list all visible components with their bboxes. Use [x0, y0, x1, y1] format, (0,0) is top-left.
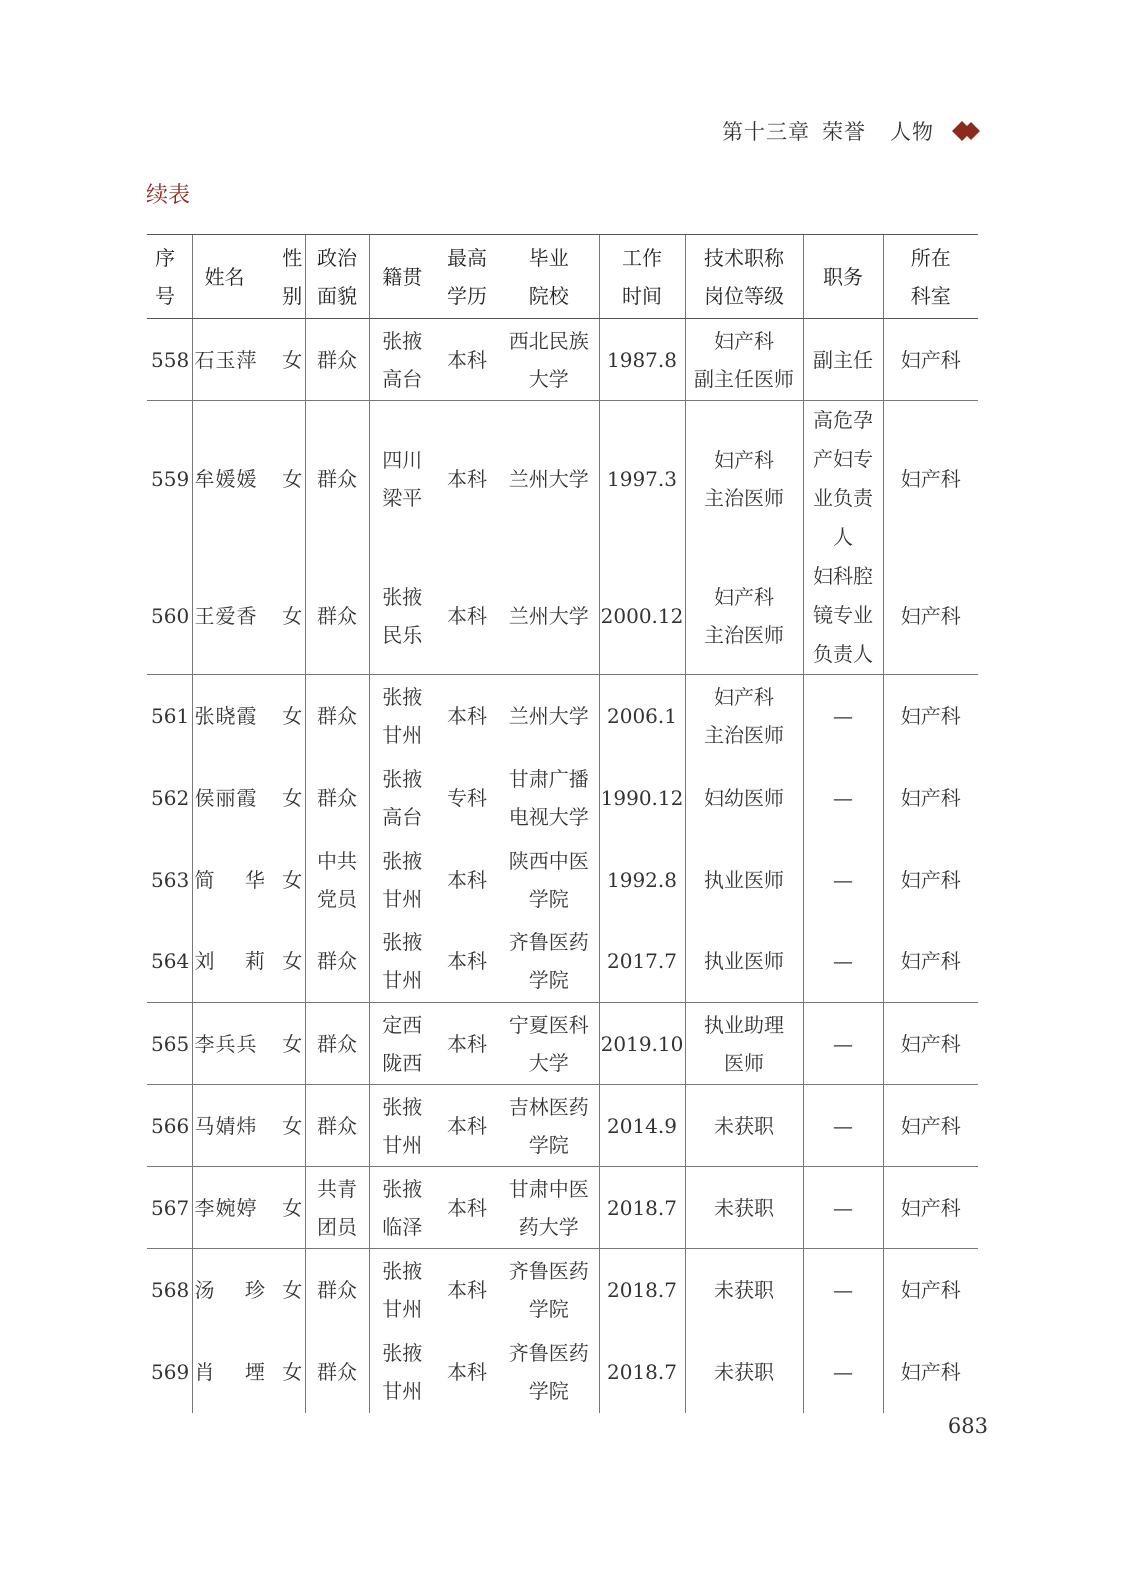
- cell-dept: 妇产科: [883, 1167, 978, 1249]
- cell-work: 2018.7: [599, 1331, 685, 1413]
- cell-edu: 本科: [447, 603, 487, 628]
- cell-line: 高台: [382, 366, 423, 391]
- cell-line: 大学: [528, 366, 569, 391]
- cell-line: 兰州大学: [508, 467, 589, 491]
- cell-line: 业负责: [813, 486, 873, 510]
- cell-duty: [803, 1167, 883, 1249]
- cell-name: 侯丽霞: [192, 757, 280, 839]
- cell-line: 四川: [382, 448, 423, 472]
- cell-name: 石玉萍: [192, 319, 280, 401]
- cell-line: 群众: [317, 603, 357, 628]
- page-number: 683: [947, 1414, 988, 1438]
- table-row: [147, 757, 978, 839]
- cell-line: 电视大学: [508, 804, 589, 829]
- cell-line: 张掖: [382, 584, 423, 609]
- cell-work: 2018.7: [599, 1249, 685, 1331]
- cell-line: 镜专业: [813, 603, 873, 627]
- cell-line: 高台: [382, 804, 423, 829]
- cell-gender: 女: [280, 1167, 305, 1249]
- cell-origin: [369, 839, 435, 921]
- cell-politics: [305, 401, 369, 558]
- cell-name: 马婧炜: [192, 1085, 280, 1167]
- cell-line: 执业医师: [704, 867, 784, 892]
- cell-line: —: [833, 949, 853, 974]
- cell-duty: [803, 921, 883, 1003]
- cell-line: 甘肃中医: [508, 1176, 589, 1201]
- cell-school: [499, 557, 599, 675]
- cell-gender: 女: [282, 603, 303, 628]
- cell-line: 负责人: [813, 642, 873, 666]
- cell-school: [499, 921, 599, 1003]
- cell-work: 2006.1: [599, 675, 685, 757]
- cell-line: 技术职称: [704, 245, 784, 270]
- cell-politics: [305, 1085, 369, 1167]
- cell-line: 民乐: [382, 622, 423, 647]
- cell-duty: [803, 1085, 883, 1167]
- cell-duty: [803, 675, 883, 757]
- cell-line: 群众: [317, 347, 357, 372]
- cell-line: 齐鲁医药: [508, 1340, 589, 1365]
- cell-work: 2018.7: [599, 1167, 685, 1249]
- cell-gender: 女: [280, 401, 305, 558]
- cell-line: —: [833, 867, 853, 892]
- cell-line: 定西: [382, 1012, 423, 1037]
- cell-line: 张掖: [382, 1258, 423, 1283]
- cell-title: [685, 319, 803, 401]
- cell-title: [685, 839, 803, 921]
- cell-line: 甘肃广播: [508, 766, 589, 791]
- cell-line: 药大学: [518, 1214, 579, 1239]
- cell-line: 面貌: [317, 283, 357, 308]
- cell-edu: 专科: [447, 785, 487, 810]
- cell-line: 学院: [528, 1296, 569, 1321]
- cell-work: 1997.3: [599, 401, 685, 558]
- cell-line: 所在: [910, 245, 951, 270]
- header-origin: 籍贯: [369, 235, 435, 319]
- cell-school: [499, 839, 599, 921]
- cell-line: 群众: [317, 949, 357, 974]
- cell-name: 汤 珍: [192, 1249, 280, 1331]
- cell-line: 科室: [910, 283, 951, 308]
- cell-gender: 女: [282, 785, 303, 810]
- cell-line: 工作: [622, 245, 662, 270]
- cell-edu: 本科: [447, 347, 487, 372]
- cell-line: 妇产科: [714, 328, 774, 353]
- cell-no: 567: [147, 1167, 192, 1249]
- cell-gender: 女: [280, 1003, 305, 1085]
- cell-line: 主治医师: [704, 622, 784, 647]
- cell-politics: [305, 675, 369, 757]
- cell-line: 共青: [317, 1176, 357, 1201]
- cell-name: 张晓霞: [192, 675, 280, 757]
- cell-origin: [369, 1249, 435, 1331]
- cell-work: 1992.8: [599, 839, 685, 921]
- table-row: [147, 401, 978, 558]
- cell-line: 齐鲁医药: [508, 930, 589, 955]
- cell-line: 兰州大学: [508, 603, 589, 628]
- cell-dept: 妇产科: [883, 1331, 978, 1413]
- cell-no: 560: [151, 603, 190, 628]
- cell-origin: [369, 557, 435, 675]
- cell-line: 主治医师: [704, 486, 784, 510]
- cell-origin: [369, 1085, 435, 1167]
- cell-duty: [803, 1331, 883, 1413]
- cell-edu: 本科: [435, 401, 499, 558]
- cell-school: [499, 401, 599, 558]
- section-title: 人物: [890, 120, 934, 144]
- cell-no: 566: [147, 1085, 192, 1167]
- cell-line: 医师: [724, 1050, 764, 1075]
- cell-gender: 女: [282, 867, 303, 892]
- cell-gender: 女: [282, 949, 303, 974]
- cell-line: 甘州: [382, 968, 423, 993]
- cell-name: 刘 莉: [192, 921, 280, 1003]
- cell-line: 张掖: [382, 1340, 423, 1365]
- table-body: [147, 319, 978, 1413]
- table-row: [147, 839, 978, 921]
- cell-title: [685, 557, 803, 675]
- cell-line: 未获职: [714, 1277, 774, 1302]
- cell-line: 人: [833, 525, 853, 549]
- cell-line: 群众: [317, 785, 357, 810]
- cell-line: 吉林医药: [508, 1094, 589, 1119]
- cell-line: —: [833, 1277, 853, 1302]
- cell-line: 学院: [528, 1378, 569, 1403]
- cell-name: 简 华: [192, 839, 280, 921]
- cell-gender: 女: [280, 675, 305, 757]
- cell-line: —: [833, 1113, 853, 1138]
- cell-edu: 本科: [435, 1085, 499, 1167]
- cell-line: 院校: [528, 283, 569, 308]
- cell-line: 陕西中医: [508, 848, 589, 873]
- cell-edu: 本科: [435, 1003, 499, 1085]
- cell-line: 别: [282, 283, 303, 308]
- cell-origin: [369, 1003, 435, 1085]
- cell-line: 高危孕: [813, 408, 873, 432]
- cell-work: 2019.10: [599, 1003, 685, 1085]
- cell-title: [685, 921, 803, 1003]
- cell-gender: 女: [280, 1249, 305, 1331]
- cell-dept: 妇产科: [883, 1249, 978, 1331]
- cell-line: 未获职: [714, 1359, 774, 1384]
- cell-edu: 本科: [435, 1249, 499, 1331]
- cell-line: 执业助理: [704, 1012, 784, 1037]
- table-row: [147, 1249, 978, 1331]
- cell-school: [499, 675, 599, 757]
- cell-no: 568: [147, 1249, 192, 1331]
- cell-no: 559: [147, 401, 192, 558]
- cell-line: 张掖: [382, 684, 423, 709]
- cell-line: 梁平: [382, 486, 423, 510]
- cell-line: 产妇专: [813, 447, 873, 471]
- header-name: 姓名: [192, 235, 280, 319]
- cell-duty: [803, 1003, 883, 1085]
- cell-no: 561: [147, 675, 192, 757]
- cell-line: 主治医师: [704, 722, 784, 747]
- header-school: [499, 235, 599, 319]
- cell-politics: [305, 319, 369, 401]
- cell-title: [685, 1167, 803, 1249]
- header-title: [685, 235, 803, 319]
- cell-line: 学院: [528, 968, 569, 993]
- table-row: [147, 1331, 978, 1413]
- cell-school: [499, 1331, 599, 1413]
- cell-duty: [803, 557, 883, 675]
- cell-line: 甘州: [382, 1296, 423, 1321]
- cell-line: 副主任: [813, 347, 873, 372]
- cell-school: [499, 1167, 599, 1249]
- cell-line: 妇产科: [714, 684, 774, 709]
- cell-dept: 妇产科: [883, 675, 978, 757]
- cell-line: 序: [155, 245, 175, 270]
- cell-line: 中共: [317, 848, 357, 873]
- cell-line: 陇西: [382, 1050, 423, 1075]
- cell-edu: 本科: [447, 949, 487, 974]
- cell-school: [499, 1003, 599, 1085]
- table-row: [147, 675, 978, 757]
- cell-line: 学院: [528, 1132, 569, 1157]
- cell-work: 1990.12: [599, 757, 685, 839]
- cell-name: 肖 堙: [192, 1331, 280, 1413]
- cell-line: —: [833, 785, 853, 810]
- cell-name: 李婉婷: [192, 1167, 280, 1249]
- header-edu: [435, 235, 499, 319]
- header-politics: [305, 235, 369, 319]
- cell-gender: 女: [282, 1359, 303, 1384]
- cell-line: —: [833, 1031, 853, 1056]
- cell-gender: 女: [282, 347, 303, 372]
- cell-no: 564: [151, 949, 190, 974]
- cell-line: 群众: [317, 467, 357, 491]
- cell-edu: 本科: [447, 867, 487, 892]
- cell-dept: 妇产科: [883, 921, 978, 1003]
- chapter-number: 第十三章: [722, 120, 810, 144]
- header-gender: [280, 235, 305, 319]
- cell-edu: 本科: [447, 1359, 487, 1384]
- cell-line: 未获职: [714, 1195, 774, 1220]
- cell-line: 岗位等级: [704, 283, 784, 308]
- cell-work: 2014.9: [599, 1085, 685, 1167]
- cell-line: 张掖: [382, 766, 423, 791]
- cell-line: 学历: [447, 283, 487, 308]
- cell-line: 张掖: [382, 1176, 423, 1201]
- cell-politics: [305, 921, 369, 1003]
- cell-line: 群众: [317, 1031, 357, 1056]
- cell-line: 政治: [317, 245, 357, 270]
- cell-line: 群众: [317, 1113, 357, 1138]
- cell-dept: 妇产科: [883, 557, 978, 675]
- cell-line: 妇产科: [714, 448, 774, 472]
- table-header-row: [147, 235, 978, 319]
- cell-line: 兰州大学: [508, 703, 589, 728]
- cell-dept: 妇产科: [883, 757, 978, 839]
- cell-duty: [803, 757, 883, 839]
- cell-line: 群众: [317, 1277, 357, 1302]
- cell-duty: [803, 839, 883, 921]
- table-row: [147, 1167, 978, 1249]
- cell-edu: 本科: [435, 1167, 499, 1249]
- cell-school: [499, 757, 599, 839]
- table-row: [147, 921, 978, 1003]
- cell-work: 2017.7: [599, 921, 685, 1003]
- cell-line: 妇产科: [714, 584, 774, 609]
- cell-origin: [369, 401, 435, 558]
- cell-school: [499, 1249, 599, 1331]
- cell-line: 齐鲁医药: [508, 1258, 589, 1283]
- cell-no: 569: [151, 1359, 190, 1384]
- cell-no: 558: [151, 347, 190, 372]
- cell-no: 562: [151, 785, 190, 810]
- table-row: [147, 319, 978, 401]
- cell-line: 副主任医师: [694, 366, 794, 391]
- cell-politics: [305, 839, 369, 921]
- cell-title: [685, 401, 803, 558]
- table-row: [147, 557, 978, 675]
- cell-line: 执业医师: [704, 949, 784, 974]
- cell-line: 张掖: [382, 1094, 423, 1119]
- header-dept: [883, 235, 978, 319]
- cell-line: 宁夏医科: [508, 1012, 589, 1037]
- cell-line: —: [833, 1359, 853, 1384]
- cell-title: [685, 1003, 803, 1085]
- cell-line: —: [833, 703, 853, 728]
- cell-line: 甘州: [382, 1378, 423, 1403]
- cell-dept: 妇产科: [883, 1085, 978, 1167]
- cell-name: 王爱香: [192, 557, 280, 675]
- cell-school: [499, 319, 599, 401]
- cell-line: 临泽: [382, 1214, 423, 1239]
- cell-no: 565: [147, 1003, 192, 1085]
- staff-table: [147, 234, 978, 1413]
- cell-line: 团员: [317, 1214, 357, 1239]
- cell-name: 李兵兵: [192, 1003, 280, 1085]
- cell-dept: 妇产科: [883, 319, 978, 401]
- cell-line: 毕业: [528, 245, 569, 270]
- cell-duty: [803, 401, 883, 558]
- cell-origin: [369, 675, 435, 757]
- cell-work: 1987.8: [599, 319, 685, 401]
- cell-line: 张掖: [382, 328, 423, 353]
- chapter-title: 荣誉: [822, 120, 866, 144]
- cell-duty: [803, 1249, 883, 1331]
- cell-gender: 女: [280, 1085, 305, 1167]
- cell-name: 牟媛媛: [192, 401, 280, 558]
- cell-title: [685, 1085, 803, 1167]
- cell-line: —: [833, 1195, 853, 1220]
- cell-line: 号: [155, 283, 175, 308]
- cell-line: 党员: [317, 886, 357, 911]
- cell-line: 妇幼医师: [704, 785, 784, 810]
- cell-line: 最高: [447, 245, 487, 270]
- header-duty: 职务: [803, 235, 883, 319]
- cell-line: 甘州: [382, 1132, 423, 1157]
- cell-politics: [305, 1331, 369, 1413]
- cell-title: [685, 757, 803, 839]
- cell-origin: [369, 757, 435, 839]
- cell-work: 2000.12: [599, 557, 685, 675]
- double-diamond-icon: [952, 121, 982, 141]
- cell-no: 563: [151, 867, 190, 892]
- cell-line: 妇科腔: [813, 564, 873, 588]
- cell-line: 性: [282, 245, 303, 270]
- cell-line: 大学: [528, 1050, 569, 1075]
- cell-line: 甘州: [382, 722, 423, 747]
- chapter-header: [722, 116, 978, 146]
- cell-dept: 妇产科: [883, 401, 978, 558]
- cell-edu: 本科: [435, 675, 499, 757]
- cell-politics: [305, 1167, 369, 1249]
- cell-title: [685, 1331, 803, 1413]
- table-row: [147, 1003, 978, 1085]
- cell-politics: [305, 757, 369, 839]
- cell-politics: [305, 1003, 369, 1085]
- cell-dept: 妇产科: [883, 1003, 978, 1085]
- cell-line: 未获职: [714, 1113, 774, 1138]
- cell-line: 张掖: [382, 848, 423, 873]
- table-row: [147, 1085, 978, 1167]
- cell-dept: 妇产科: [883, 839, 978, 921]
- cell-duty: [803, 319, 883, 401]
- cell-line: 群众: [317, 703, 357, 728]
- cell-line: 甘州: [382, 886, 423, 911]
- cell-politics: [305, 557, 369, 675]
- header-no: [147, 235, 192, 319]
- cell-line: 群众: [317, 1359, 357, 1384]
- cell-origin: [369, 921, 435, 1003]
- header-work: [599, 235, 685, 319]
- cell-politics: [305, 1249, 369, 1331]
- cell-origin: [369, 1331, 435, 1413]
- cell-line: 张掖: [382, 930, 423, 955]
- cell-line: 学院: [528, 886, 569, 911]
- continued-label: 续表: [146, 183, 191, 208]
- cell-title: [685, 675, 803, 757]
- cell-origin: [369, 319, 435, 401]
- cell-title: [685, 1249, 803, 1331]
- cell-origin: [369, 1167, 435, 1249]
- cell-line: 西北民族: [508, 328, 589, 353]
- cell-line: 时间: [622, 283, 662, 308]
- cell-school: [499, 1085, 599, 1167]
